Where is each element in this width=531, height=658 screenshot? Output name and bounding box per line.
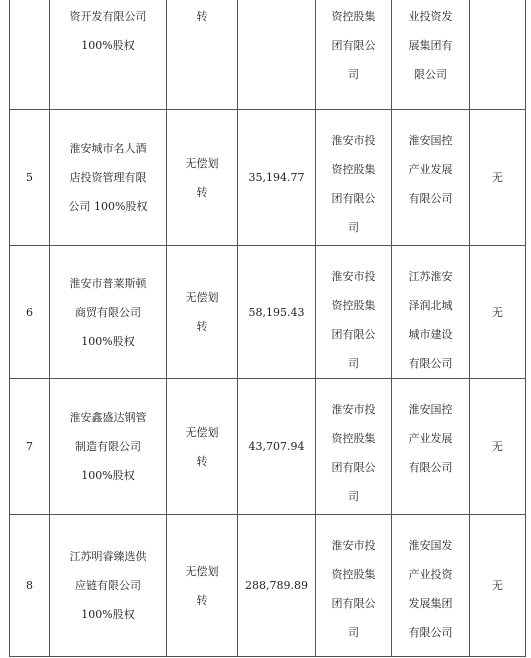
transferee-cell-line: 展集团有 [408,39,453,52]
note-cell [470,0,526,110]
transferee-cell-line: 发展集团 [408,597,453,610]
note-cell-text: 无 [492,305,503,319]
target-cell [50,110,167,246]
target-cell-line: 100%股权 [81,608,135,621]
transferee-cell-line: 产业发展 [408,432,453,445]
transferee-cell-line: 江苏淮安 [408,270,453,283]
table-row [10,379,526,515]
method-cell [167,246,238,379]
transferee-cell-line: 有限公司 [408,461,453,474]
transferor-cell-line: 淮安市投 [331,270,376,283]
table-row [10,515,526,657]
transferee-cell-line: 有限公司 [408,626,453,639]
amount-cell [238,515,316,657]
method-cell-line: 转 [196,320,208,333]
note-cell-text: 无 [492,579,503,592]
transferee-cell-line: 城市建设 [408,328,453,341]
index-cell-text: 6 [26,305,33,319]
transferee-cell [392,379,470,515]
target-cell-line: 制造有限公司 [75,440,141,453]
transferee-cell-line: 产业发展 [408,163,453,176]
index-cell [10,0,50,110]
transferor-cell [316,515,392,657]
note-cell [470,110,526,246]
transferor-cell-line: 淮安市投 [331,539,376,552]
transferee-cell-line: 限公司 [414,68,447,81]
index-cell [10,379,50,515]
transferee-cell [392,515,470,657]
transferor-cell-line: 资控股集 [331,10,376,23]
target-cell [50,379,167,515]
transferor-cell-line: 团有限公 [331,597,376,610]
transferee-cell-line: 业投资发 [408,10,453,23]
target-cell-line: 淮安鑫盛达钢管 [69,411,147,424]
transferee-cell-line: 泽润北城 [408,299,453,312]
transferor-cell [316,110,392,246]
transferee-cell-line: 淮安国发 [408,539,453,552]
index-cell [10,110,50,246]
target-cell-line: 店投资管理有限 [69,171,147,184]
transferor-cell-line: 资控股集 [331,568,376,581]
equity-transfer-table [9,0,526,657]
amount-cell-text: 43,707.94 [248,440,305,453]
transferee-cell [392,246,470,379]
table-row [10,110,526,246]
transferor-cell [316,0,392,110]
method-cell [167,379,238,515]
note-cell [470,246,526,379]
target-cell-line: 100%股权 [81,334,135,348]
table-row [10,246,526,379]
target-cell [50,515,167,657]
index-cell-text: 8 [26,579,33,592]
method-cell-line: 转 [196,185,208,199]
note-cell-text: 无 [492,440,503,453]
amount-cell [238,379,316,515]
transferee-cell [392,110,470,246]
transferor-cell-line: 司 [348,221,359,234]
transferor-cell-line: 司 [348,68,359,81]
target-cell [50,246,167,379]
target-cell-line: 100%股权 [81,469,135,482]
amount-cell-text: 288,789.89 [245,579,308,592]
amount-cell [238,0,316,110]
target-cell [50,0,167,110]
transferor-cell-line: 淮安市投 [331,403,376,416]
target-cell-line: 100%股权 [81,39,135,52]
table-row [10,0,526,110]
transferee-cell-line: 有限公司 [408,357,453,370]
transferor-cell-line: 司 [348,490,359,503]
index-cell-text: 5 [26,171,33,184]
target-cell-line: 公司 100%股权 [68,200,148,213]
transferor-cell-line: 司 [348,357,359,370]
amount-cell [238,110,316,246]
note-cell [470,379,526,515]
transferee-cell-line: 淮安国控 [408,403,453,416]
method-cell [167,0,238,110]
transferor-cell [316,379,392,515]
target-cell-line: 资开发有限公司 [69,10,147,23]
amount-cell-text: 35,194.77 [248,171,305,184]
transferor-cell-line: 资控股集 [331,163,376,176]
method-cell-line: 无偿划 [185,156,219,170]
transferor-cell-line: 团有限公 [331,192,376,205]
target-cell-line: 商贸有限公司 [75,305,141,319]
amount-cell [238,246,316,379]
transferor-cell-line: 司 [348,626,359,639]
method-cell-line: 转 [196,454,208,468]
target-cell-line: 淮安市普莱斯顿 [69,276,147,290]
transferor-cell-line: 资控股集 [331,432,376,445]
method-cell-line: 无偿划 [185,425,219,439]
index-cell [10,515,50,657]
index-cell [10,246,50,379]
method-cell-line: 无偿划 [185,564,219,578]
method-cell-line: 转 [196,593,208,607]
table-body [10,0,526,657]
method-cell-line: 无偿划 [185,291,219,304]
method-cell [167,110,238,246]
transferee-cell [392,0,470,110]
index-cell-text: 7 [26,440,33,453]
note-cell [470,515,526,657]
transferee-cell-line: 产业投资 [408,568,453,581]
amount-cell-text: 58,195.43 [248,305,305,319]
transferor-cell-line: 团有限公 [331,328,376,341]
transferor-cell-line: 资控股集 [331,299,376,312]
note-cell-text: 无 [492,171,503,184]
method-cell [167,515,238,657]
transferee-cell-line: 有限公司 [408,192,453,205]
transferor-cell-line: 团有限公 [331,39,376,52]
method-cell-line: 转 [196,10,208,23]
target-cell-line: 淮安城市名人酒 [69,142,147,155]
transferor-cell-line: 团有限公 [331,461,376,474]
transferor-cell [316,246,392,379]
target-cell-line: 江苏明睿臻选供 [69,550,147,563]
transferee-cell-line: 淮安国控 [408,134,453,147]
transferor-cell-line: 淮安市投 [331,134,376,147]
target-cell-line: 应链有限公司 [75,579,141,592]
